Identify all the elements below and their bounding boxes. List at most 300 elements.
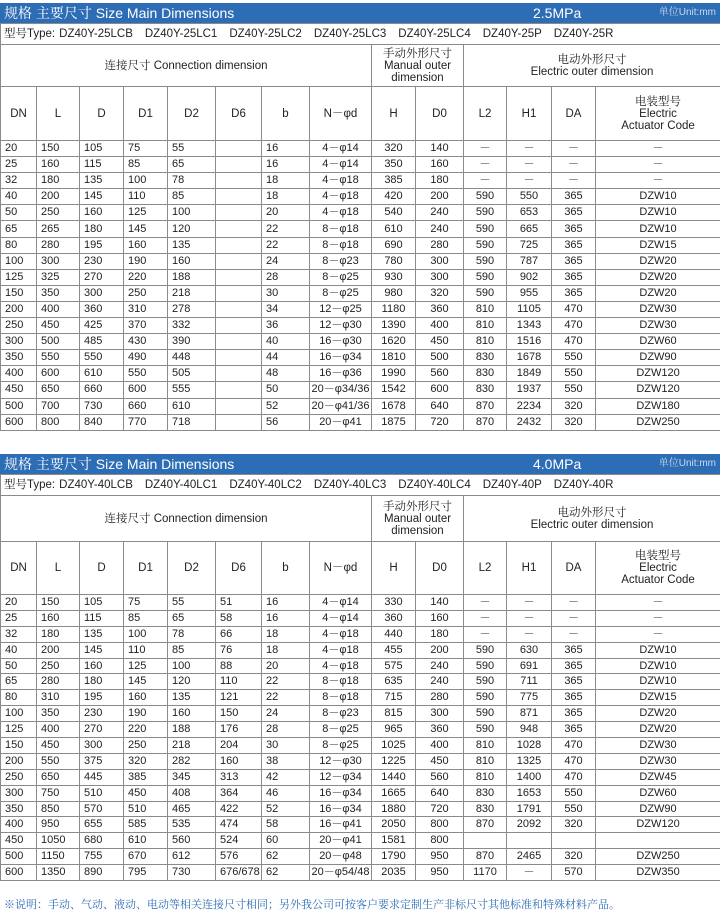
table-cell: 12－φ34 xyxy=(310,769,372,785)
table-cell: 160 xyxy=(37,157,80,173)
table-cell: 870 xyxy=(464,414,507,430)
table-cell: 870 xyxy=(464,398,507,414)
table-cell: 775 xyxy=(507,690,552,706)
table-cell: 1400 xyxy=(507,769,552,785)
table-cell: DZW10 xyxy=(596,205,720,221)
table-cell: 300 xyxy=(416,253,464,269)
table-cell: 160 xyxy=(124,690,168,706)
table-cell: 676/678 xyxy=(216,865,262,881)
table-cell: 400 xyxy=(1,817,37,833)
table-cell: 1325 xyxy=(507,753,552,769)
table-cell: 490 xyxy=(124,350,168,366)
group-manual-label: dimension xyxy=(391,524,444,537)
table-row xyxy=(1,722,720,738)
table-cell: － xyxy=(464,610,507,626)
table-cell: 100 xyxy=(168,658,216,674)
table-cell: 16－φ34 xyxy=(310,801,372,817)
table-cell: 48 xyxy=(262,366,310,382)
table-cell: 180 xyxy=(416,626,464,642)
table-cell: 635 xyxy=(372,674,416,690)
table-cell: － xyxy=(552,595,596,611)
actuator-header-label: Actuator Code xyxy=(621,574,695,586)
table-cell: 510 xyxy=(80,785,124,801)
column-header: D6 xyxy=(216,542,262,595)
table-cell: 300 xyxy=(416,706,464,722)
table-cell: 425 xyxy=(80,318,124,334)
table-cell: 1849 xyxy=(507,366,552,382)
table-cell: 1581 xyxy=(372,833,416,849)
table-cell: 400 xyxy=(416,318,464,334)
table-cell: 364 xyxy=(216,785,262,801)
table-cell: 590 xyxy=(464,189,507,205)
table-cell: 365 xyxy=(552,237,596,253)
table-cell: DZW90 xyxy=(596,801,720,817)
table-cell: 810 xyxy=(464,753,507,769)
table-cell: 450 xyxy=(37,738,80,754)
group-manual-header xyxy=(372,496,464,542)
table-cell: DZW120 xyxy=(596,817,720,833)
table-cell: 590 xyxy=(464,658,507,674)
table-cell: 345 xyxy=(168,769,216,785)
column-header: DN xyxy=(1,87,37,141)
table-cell: 16 xyxy=(262,610,310,626)
table-cell: 965 xyxy=(372,722,416,738)
table-cell xyxy=(552,833,596,849)
actuator-header-label: Electric xyxy=(639,107,677,120)
table-cell: 310 xyxy=(124,301,168,317)
table-cell: 787 xyxy=(507,253,552,269)
table-cell: 590 xyxy=(464,285,507,301)
table-cell: DZW20 xyxy=(596,722,720,738)
table-cell: DZW10 xyxy=(596,189,720,205)
table-cell: 1516 xyxy=(507,334,552,350)
table-cell: 390 xyxy=(168,334,216,350)
table-cell: 195 xyxy=(80,237,124,253)
table-cell: 610 xyxy=(372,221,416,237)
table-cell: 715 xyxy=(372,690,416,706)
column-header: DA xyxy=(552,542,596,595)
table-cell: 135 xyxy=(168,237,216,253)
table-cell: － xyxy=(464,173,507,189)
table-cell: 4－φ14 xyxy=(310,157,372,173)
table-cell: 78 xyxy=(168,626,216,642)
table-cell: 180 xyxy=(37,626,80,642)
table-row xyxy=(1,706,720,722)
table-cell: － xyxy=(552,157,596,173)
table-cell: 218 xyxy=(168,738,216,754)
table-cell: 550 xyxy=(37,753,80,769)
table-cell: DZW20 xyxy=(596,269,720,285)
table-cell: 365 xyxy=(552,674,596,690)
table-cell: 42 xyxy=(262,769,310,785)
group-manual-label: 手动外形尺寸 xyxy=(383,500,452,513)
table-cell: 330 xyxy=(372,595,416,611)
table-cell: 1542 xyxy=(372,382,416,398)
table-cell: 28 xyxy=(262,269,310,285)
table-cell: 115 xyxy=(80,157,124,173)
table-cell xyxy=(216,414,262,430)
table-cell: DZW45 xyxy=(596,769,720,785)
table-cell: － xyxy=(596,610,720,626)
table-cell: 830 xyxy=(464,382,507,398)
table-cell: DZW120 xyxy=(596,382,720,398)
table-cell: 75 xyxy=(124,595,168,611)
table-cell: 150 xyxy=(37,595,80,611)
table-cell: 450 xyxy=(1,382,37,398)
table-cell: 375 xyxy=(80,753,124,769)
table-cell: 20－φ41 xyxy=(310,414,372,430)
table-cell: 32 xyxy=(1,173,37,189)
table-cell: － xyxy=(552,141,596,157)
table-cell: 830 xyxy=(464,785,507,801)
table-cell: 20－φ41 xyxy=(310,833,372,849)
table-cell: 590 xyxy=(464,706,507,722)
table-cell: 30 xyxy=(262,738,310,754)
table-cell: 365 xyxy=(552,706,596,722)
table-cell: － xyxy=(507,865,552,881)
table-cell: － xyxy=(507,595,552,611)
table-cell: 640 xyxy=(416,398,464,414)
table-cell xyxy=(216,285,262,301)
table-cell: 600 xyxy=(124,382,168,398)
table-cell xyxy=(216,301,262,317)
table-cell: 58 xyxy=(262,817,310,833)
table-cell: 270 xyxy=(80,269,124,285)
table-cell: 4－φ18 xyxy=(310,189,372,205)
table-row xyxy=(1,801,720,817)
table-cell: 470 xyxy=(552,301,596,317)
table-cell: 135 xyxy=(80,173,124,189)
table-cell: 270 xyxy=(80,722,124,738)
table-cell: 18 xyxy=(262,626,310,642)
table-cell: 1620 xyxy=(372,334,416,350)
table-cell: 590 xyxy=(464,269,507,285)
group-electric-header xyxy=(464,45,720,87)
table-cell: 30 xyxy=(262,285,310,301)
table-cell: 22 xyxy=(262,674,310,690)
column-header: D6 xyxy=(216,87,262,141)
table-cell: 22 xyxy=(262,221,310,237)
table-cell: 1028 xyxy=(507,738,552,754)
table-cell: DZW20 xyxy=(596,253,720,269)
table-row xyxy=(1,785,720,801)
table-cell: 570 xyxy=(552,865,596,881)
table-cell: 16－φ36 xyxy=(310,366,372,382)
table-row xyxy=(1,253,720,269)
table-cell: 24 xyxy=(262,253,310,269)
table-row xyxy=(1,817,720,833)
table-cell: 16－φ30 xyxy=(310,334,372,350)
table-row xyxy=(1,350,720,366)
table-cell: 105 xyxy=(80,595,124,611)
table-cell: 8－φ18 xyxy=(310,690,372,706)
section-title-bar xyxy=(0,454,720,474)
table-cell: 280 xyxy=(37,237,80,253)
table-cell: 720 xyxy=(416,801,464,817)
table-cell: 313 xyxy=(216,769,262,785)
table-cell: DZW350 xyxy=(596,865,720,881)
table-row xyxy=(1,398,720,414)
table-cell xyxy=(596,833,720,849)
table-cell: 500 xyxy=(37,334,80,350)
table-cell: 871 xyxy=(507,706,552,722)
table-cell: 1225 xyxy=(372,753,416,769)
table-cell: DZW10 xyxy=(596,642,720,658)
table-cell: 360 xyxy=(416,301,464,317)
table-cell: 50 xyxy=(262,382,310,398)
table-cell: 320 xyxy=(552,849,596,865)
table-cell: 590 xyxy=(464,221,507,237)
table-cell: 400 xyxy=(37,301,80,317)
footnote: ※说明：手动、气动、液动、电动等相关连接尺寸相同；另外我公司可按客户要求定制生产非标尺寸其他标准和特殊材料产品。 xyxy=(4,899,620,911)
table-cell: 160 xyxy=(416,157,464,173)
table-cell: 65 xyxy=(1,221,37,237)
table-cell: 725 xyxy=(507,237,552,253)
table-cell: 665 xyxy=(507,221,552,237)
table-cell: DZW20 xyxy=(596,706,720,722)
table-cell: 560 xyxy=(168,833,216,849)
column-header: L2 xyxy=(464,87,507,141)
table-cell: 62 xyxy=(262,849,310,865)
table-cell: － xyxy=(464,141,507,157)
table-row xyxy=(1,833,720,849)
table-cell: 730 xyxy=(168,865,216,881)
column-header: D2 xyxy=(168,542,216,595)
table-cell: 350 xyxy=(1,801,37,817)
table-cell: 590 xyxy=(464,674,507,690)
table-cell: 300 xyxy=(416,269,464,285)
table-cell: 691 xyxy=(507,658,552,674)
table-cell: DZW30 xyxy=(596,318,720,334)
table-cell: DZW15 xyxy=(596,237,720,253)
table-cell: 600 xyxy=(1,414,37,430)
group-manual-label: Manual outer xyxy=(383,59,452,72)
table-row xyxy=(1,626,720,642)
type-model: DZ40Y-40LC4 xyxy=(398,478,471,491)
table-cell: 560 xyxy=(416,366,464,382)
table-cell: 200 xyxy=(37,642,80,658)
type-label: 型号Type: xyxy=(4,27,56,40)
type-model: DZ40Y-40LC2 xyxy=(229,478,302,491)
table-cell: 720 xyxy=(416,414,464,430)
table-cell: 332 xyxy=(168,318,216,334)
type-row xyxy=(1,24,720,45)
type-label: 型号Type: xyxy=(4,478,56,491)
table-cell: 190 xyxy=(124,706,168,722)
table-cell: 408 xyxy=(168,785,216,801)
table-cell: 100 xyxy=(168,205,216,221)
table-row xyxy=(1,334,720,350)
type-model: DZ40Y-40LC1 xyxy=(144,478,218,491)
table-cell: － xyxy=(464,626,507,642)
table-cell: － xyxy=(507,157,552,173)
table-cell: 360 xyxy=(416,722,464,738)
table-cell: 150 xyxy=(1,285,37,301)
table-row xyxy=(1,366,720,382)
table-cell: 46 xyxy=(262,785,310,801)
table-cell: 218 xyxy=(168,285,216,301)
actuator-header-label: 电装型号 xyxy=(635,95,682,108)
table-cell: 535 xyxy=(168,817,216,833)
group-connection-label: 连接尺寸 Connection dimension xyxy=(104,59,268,72)
actuator-header-label: Actuator Code xyxy=(621,119,695,132)
table-cell: 300 xyxy=(80,738,124,754)
column-header: H1 xyxy=(507,542,552,595)
table-cell: DZW30 xyxy=(596,753,720,769)
column-header-actuator xyxy=(596,87,720,141)
table-cell: 25 xyxy=(1,157,37,173)
table-cell: 555 xyxy=(168,382,216,398)
table-cell: 655 xyxy=(80,817,124,833)
table-cell xyxy=(216,269,262,285)
table-cell: 950 xyxy=(416,849,464,865)
table-row xyxy=(1,658,720,674)
table-cell: 1665 xyxy=(372,785,416,801)
table-cell: 1050 xyxy=(37,833,80,849)
type-row xyxy=(1,475,720,496)
table-cell: 20－φ34/36 xyxy=(310,382,372,398)
table-cell: 100 xyxy=(124,173,168,189)
table-cell: 250 xyxy=(1,318,37,334)
group-manual-label: 手动外形尺寸 xyxy=(383,47,452,60)
table-cell: 465 xyxy=(168,801,216,817)
table-cell: 470 xyxy=(552,769,596,785)
table-cell: 300 xyxy=(37,253,80,269)
table-cell: 278 xyxy=(168,301,216,317)
table-cell xyxy=(216,189,262,205)
table-cell: 1025 xyxy=(372,738,416,754)
table-cell: 360 xyxy=(80,301,124,317)
table-cell: 730 xyxy=(80,398,124,414)
table-cell: 230 xyxy=(80,253,124,269)
table-cell: DZW60 xyxy=(596,334,720,350)
group-manual-header xyxy=(372,45,464,87)
table-cell: 800 xyxy=(37,414,80,430)
table-cell: 680 xyxy=(80,833,124,849)
table-cell: 60 xyxy=(262,833,310,849)
table-cell: 265 xyxy=(37,221,80,237)
table-cell: 365 xyxy=(552,189,596,205)
table-cell: 850 xyxy=(37,801,80,817)
table-cell: 150 xyxy=(1,738,37,754)
table-cell: 250 xyxy=(124,285,168,301)
table-cell: 500 xyxy=(1,849,37,865)
table-cell: 600 xyxy=(1,865,37,881)
table-cell: 610 xyxy=(80,366,124,382)
table-cell: 4－φ18 xyxy=(310,642,372,658)
table-cell: 22 xyxy=(262,690,310,706)
type-model: DZ40Y-25LCB xyxy=(59,27,133,40)
pressure-rating: 2.5MPa xyxy=(533,5,582,21)
table-cell: 560 xyxy=(416,769,464,785)
table-cell: 4－φ18 xyxy=(310,205,372,221)
table-cell: DZW20 xyxy=(596,285,720,301)
table-row xyxy=(1,414,720,430)
table-cell: 16－φ34 xyxy=(310,350,372,366)
table-cell: 300 xyxy=(1,334,37,350)
table-cell: 120 xyxy=(168,221,216,237)
table-row xyxy=(1,189,720,205)
table-cell: － xyxy=(507,173,552,189)
table-cell: 100 xyxy=(1,253,37,269)
column-header: N－φd xyxy=(310,542,372,595)
table-cell: 365 xyxy=(552,205,596,221)
table-cell: 653 xyxy=(507,205,552,221)
table-cell: 650 xyxy=(37,382,80,398)
table-cell: 445 xyxy=(80,769,124,785)
table-cell: 20－φ41/36 xyxy=(310,398,372,414)
table-cell: 280 xyxy=(416,690,464,706)
table-cell: 1105 xyxy=(507,301,552,317)
table-cell: 200 xyxy=(37,189,80,205)
column-header: D2 xyxy=(168,87,216,141)
section-title-bar xyxy=(0,3,720,23)
table-cell: － xyxy=(596,141,720,157)
table-cell: 510 xyxy=(124,801,168,817)
table-cell: 1937 xyxy=(507,382,552,398)
table-cell: 610 xyxy=(168,398,216,414)
table-row xyxy=(1,753,720,769)
table-cell: 65 xyxy=(1,674,37,690)
table-cell: 450 xyxy=(416,753,464,769)
table-cell: 8－φ25 xyxy=(310,285,372,301)
table-cell: 38 xyxy=(262,753,310,769)
table-cell: 810 xyxy=(464,769,507,785)
table-cell: 1170 xyxy=(464,865,507,881)
table-cell: 350 xyxy=(1,350,37,366)
table-cell: 320 xyxy=(416,285,464,301)
table-cell: 105 xyxy=(80,141,124,157)
table-cell: 1180 xyxy=(372,301,416,317)
table-cell: 4－φ14 xyxy=(310,141,372,157)
table-cell: 550 xyxy=(552,801,596,817)
table-cell: 16－φ41 xyxy=(310,817,372,833)
table-cell: DZW10 xyxy=(596,658,720,674)
table-cell: 1678 xyxy=(372,398,416,414)
table-cell: 20 xyxy=(1,141,37,157)
table-cell: 88 xyxy=(216,658,262,674)
table-cell: 135 xyxy=(80,626,124,642)
table-cell: 470 xyxy=(552,318,596,334)
table-cell: 550 xyxy=(552,350,596,366)
table-cell: 590 xyxy=(464,690,507,706)
table-cell xyxy=(216,253,262,269)
table-cell: 55 xyxy=(168,141,216,157)
table-cell: 2092 xyxy=(507,817,552,833)
table-cell: 550 xyxy=(124,366,168,382)
table-cell: 20－φ54/48 xyxy=(310,865,372,881)
table-row xyxy=(1,173,720,189)
table-cell: － xyxy=(552,610,596,626)
table-cell: 100 xyxy=(1,706,37,722)
table-cell: 420 xyxy=(372,189,416,205)
table-cell: 400 xyxy=(1,366,37,382)
column-header: N－φd xyxy=(310,87,372,141)
table-cell: 110 xyxy=(216,674,262,690)
table-cell: 700 xyxy=(37,398,80,414)
table-cell: 570 xyxy=(80,801,124,817)
table-cell: 660 xyxy=(124,398,168,414)
table-row xyxy=(1,610,720,626)
table-cell: 365 xyxy=(552,285,596,301)
table-cell: 1440 xyxy=(372,769,416,785)
table-cell xyxy=(507,833,552,849)
table-cell: 325 xyxy=(37,269,80,285)
table-cell: 8－φ23 xyxy=(310,706,372,722)
table-cell: 448 xyxy=(168,350,216,366)
table-cell: 810 xyxy=(464,301,507,317)
table-cell: 810 xyxy=(464,334,507,350)
